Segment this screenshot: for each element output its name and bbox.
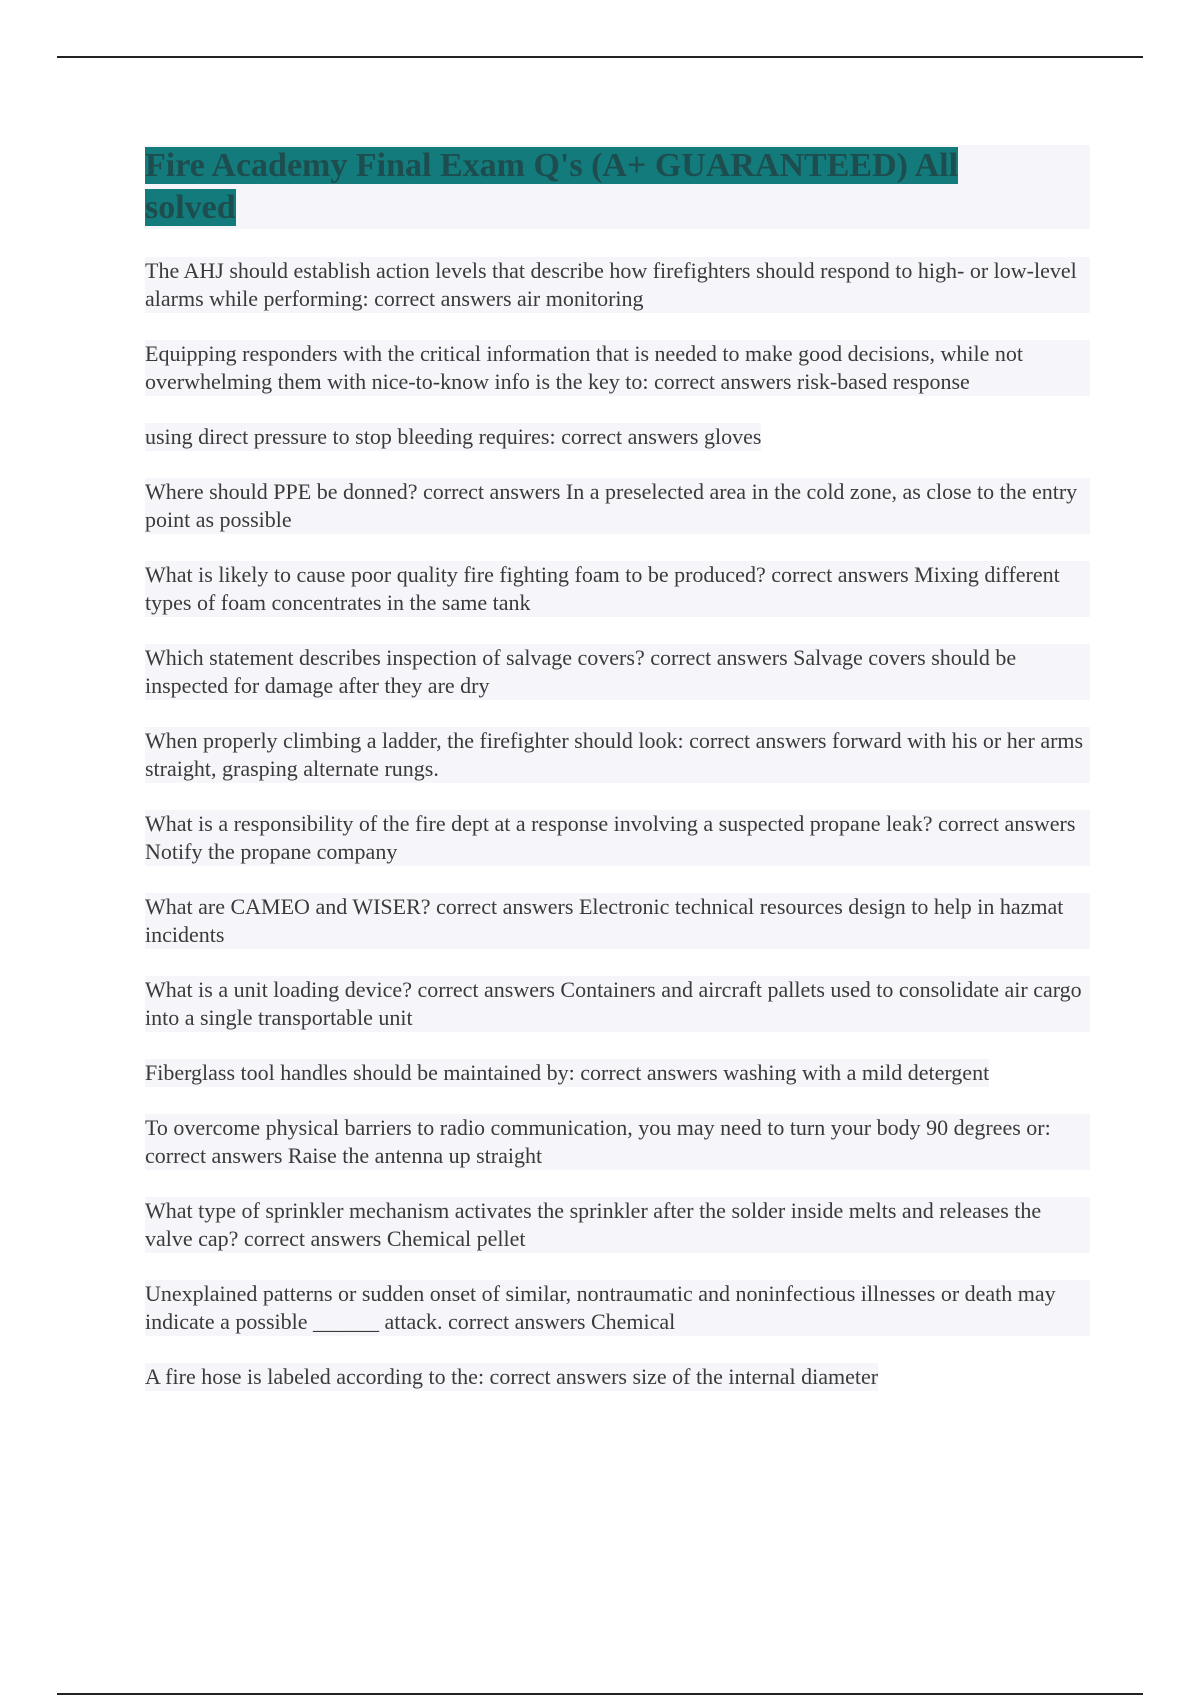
title-block	[145, 145, 1090, 229]
qa-text: What is a responsibility of the fire dept at a response involving a suspected propane leak? correct answers Notify the propane company	[145, 810, 1090, 866]
qa-text: When properly climbing a ladder, the firefighter should look: correct answers forward with his or her arms straight, grasping alternate rungs.	[145, 727, 1090, 783]
qa-text: Which statement describes inspection of salvage covers? correct answers Salvage covers should be inspected for damage after they are dry	[145, 644, 1090, 700]
qa-item	[145, 1280, 1090, 1336]
qa-text: Where should PPE be donned? correct answers In a preselected area in the cold zone, as close to the entry point as possible	[145, 478, 1090, 534]
qa-text: To overcome physical barriers to radio communication, you may need to turn your body 90 degrees or: correct answers Raise the antenna up straight	[145, 1114, 1090, 1170]
qa-text: What type of sprinkler mechanism activates the sprinkler after the solder inside melts and releases the valve cap? correct answers Chemical pellet	[145, 1197, 1090, 1253]
qa-item	[145, 1197, 1090, 1253]
qa-text: Fiberglass tool handles should be maintained by: correct answers washing with a mild detergent	[145, 1060, 990, 1085]
qa-item	[145, 561, 1090, 617]
qa-item	[145, 1114, 1090, 1170]
document-title	[145, 145, 1015, 229]
qa-item	[145, 893, 1090, 949]
qa-item	[145, 478, 1090, 534]
qa-text: A fire hose is labeled according to the: correct answers size of the internal diameter	[145, 1364, 879, 1389]
qa-item	[145, 1059, 1090, 1087]
qa-item	[145, 644, 1090, 700]
qa-item	[145, 727, 1090, 783]
qa-text: using direct pressure to stop bleeding requires: correct answers gloves	[145, 424, 762, 449]
qa-text: Unexplained patterns or sudden onset of similar, nontraumatic and noninfectious illnesses or death may indicate a possible ______ attack. correct answers Chemical	[145, 1280, 1090, 1336]
qa-text: What is a unit loading device? correct answers Containers and aircraft pallets used to consolidate air cargo into a single transportable unit	[145, 976, 1090, 1032]
document-body	[145, 145, 1090, 1418]
qa-item	[145, 810, 1090, 866]
document-title-text: Fire Academy Final Exam Q's (A+ GUARANTEED) All solved	[145, 147, 959, 226]
qa-item	[145, 257, 1090, 313]
qa-item	[145, 340, 1090, 396]
qa-text: What is likely to cause poor quality fire fighting foam to be produced? correct answers Mixing different types of foam concentrates in the same tank	[145, 561, 1090, 617]
qa-text: Equipping responders with the critical information that is needed to make good decisions, while not overwhelming them with nice-to-know info is the key to: correct answers risk-based response	[145, 340, 1090, 396]
footer-rule	[57, 1693, 1143, 1695]
header-rule	[57, 56, 1143, 58]
qa-item	[145, 1363, 1090, 1391]
qa-text: What are CAMEO and WISER? correct answers Electronic technical resources design to help in hazmat incidents	[145, 893, 1090, 949]
qa-item	[145, 976, 1090, 1032]
qa-text: The AHJ should establish action levels that describe how firefighters should respond to high- or low-level alarms while performing: correct answers air monitoring	[145, 257, 1090, 313]
qa-item	[145, 423, 1090, 451]
